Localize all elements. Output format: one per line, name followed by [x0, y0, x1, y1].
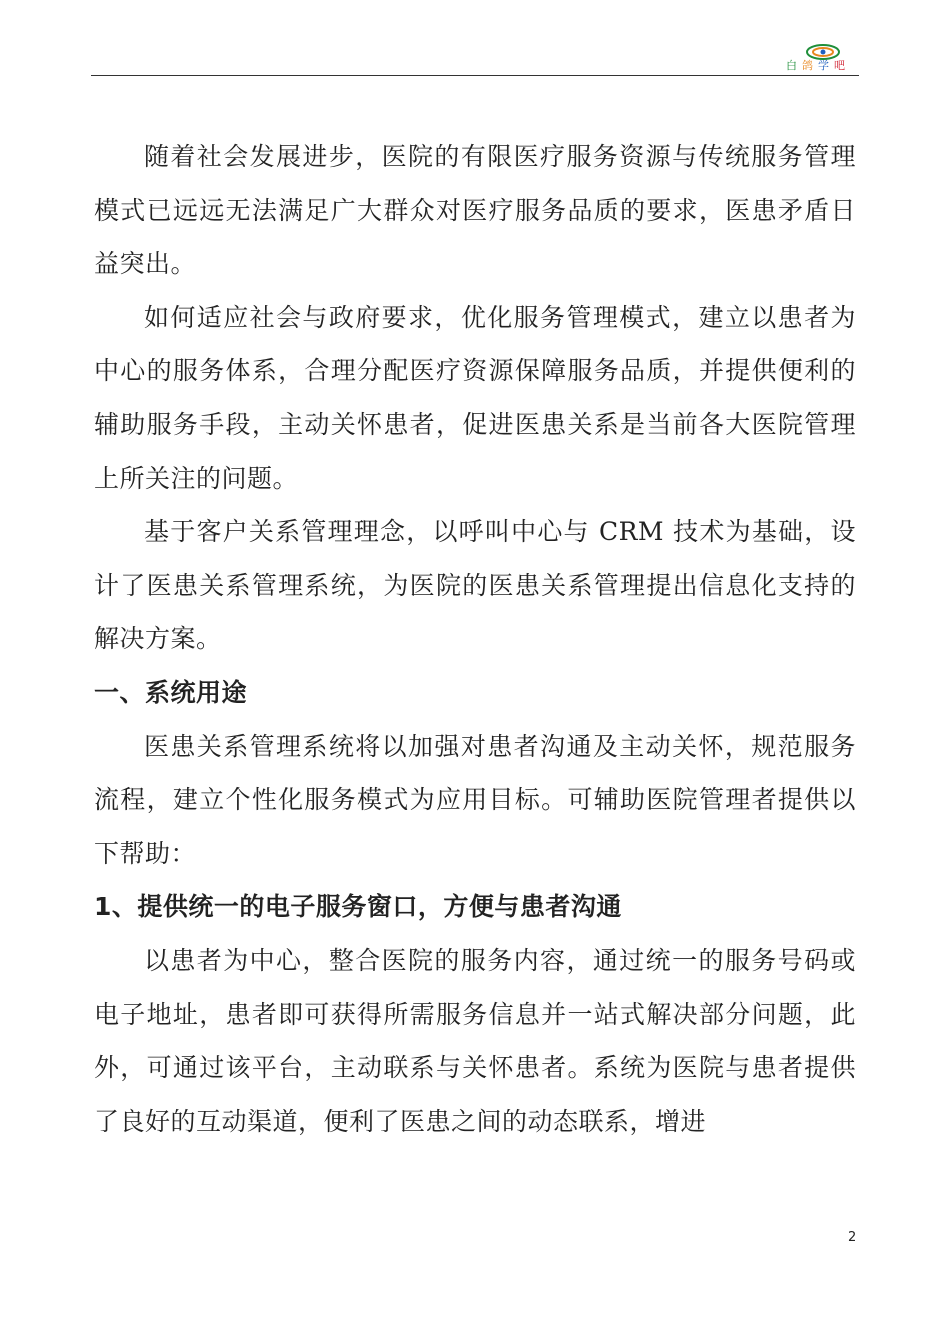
logo-text: [786, 59, 850, 73]
site-logo: [782, 44, 862, 74]
document-body: [94, 130, 856, 1148]
paragraph-intro: 随着社会发展进步，医院的有限医疗服务资源与传统服务管理模式已远远无法满足广大群众对医疗服务品质的要求，医患矛盾日益突出。: [94, 142, 856, 279]
paragraph-system-purpose: 医患关系管理系统将以加强对患者沟通及主动关怀，规范服务流程，建立个性化服务模式为应用目标。可辅助医院管理者提供以下帮助：: [94, 731, 856, 868]
paragraph-solution: 基于客户关系管理理念，以呼叫中心与 CRM 技术为基础，设计了医患关系管理系统，为医院的医患关系管理提出信息化支持的解决方案。: [94, 517, 856, 654]
paragraph-challenge: 如何适应社会与政府要求，优化服务管理模式，建立以患者为中心的服务体系，合理分配医疗资源保障服务品质，并提供便利的辅助服务手段，主动关怀患者，促进医患关系是当前各大医院管理上所关注的问题。: [94, 302, 856, 493]
header-rule: [91, 75, 859, 76]
paragraph-service-window: 以患者为中心，整合医院的服务内容，通过统一的服务号码或电子地址，患者即可获得所需服务信息并一站式解决部分问题，此外，可通过该平台，主动联系与关怀患者。系统为医院与患者提供了良好的互动渠道，便利了医患之间的动态联系，增进: [94, 945, 856, 1136]
section-heading-system-purpose: 一、系统用途: [94, 677, 248, 707]
logo-char: 鸽: [802, 59, 818, 72]
logo-char: 白: [786, 59, 802, 72]
logo-char: 学: [818, 59, 834, 72]
logo-mark-icon: [806, 44, 840, 60]
logo-char: 吧: [834, 59, 850, 72]
item-heading-service-window: 1、提供统一的电子服务窗口，方便与患者沟通: [94, 892, 622, 922]
page-number: 2: [848, 1230, 857, 1245]
logo-text-chars: [786, 59, 850, 72]
